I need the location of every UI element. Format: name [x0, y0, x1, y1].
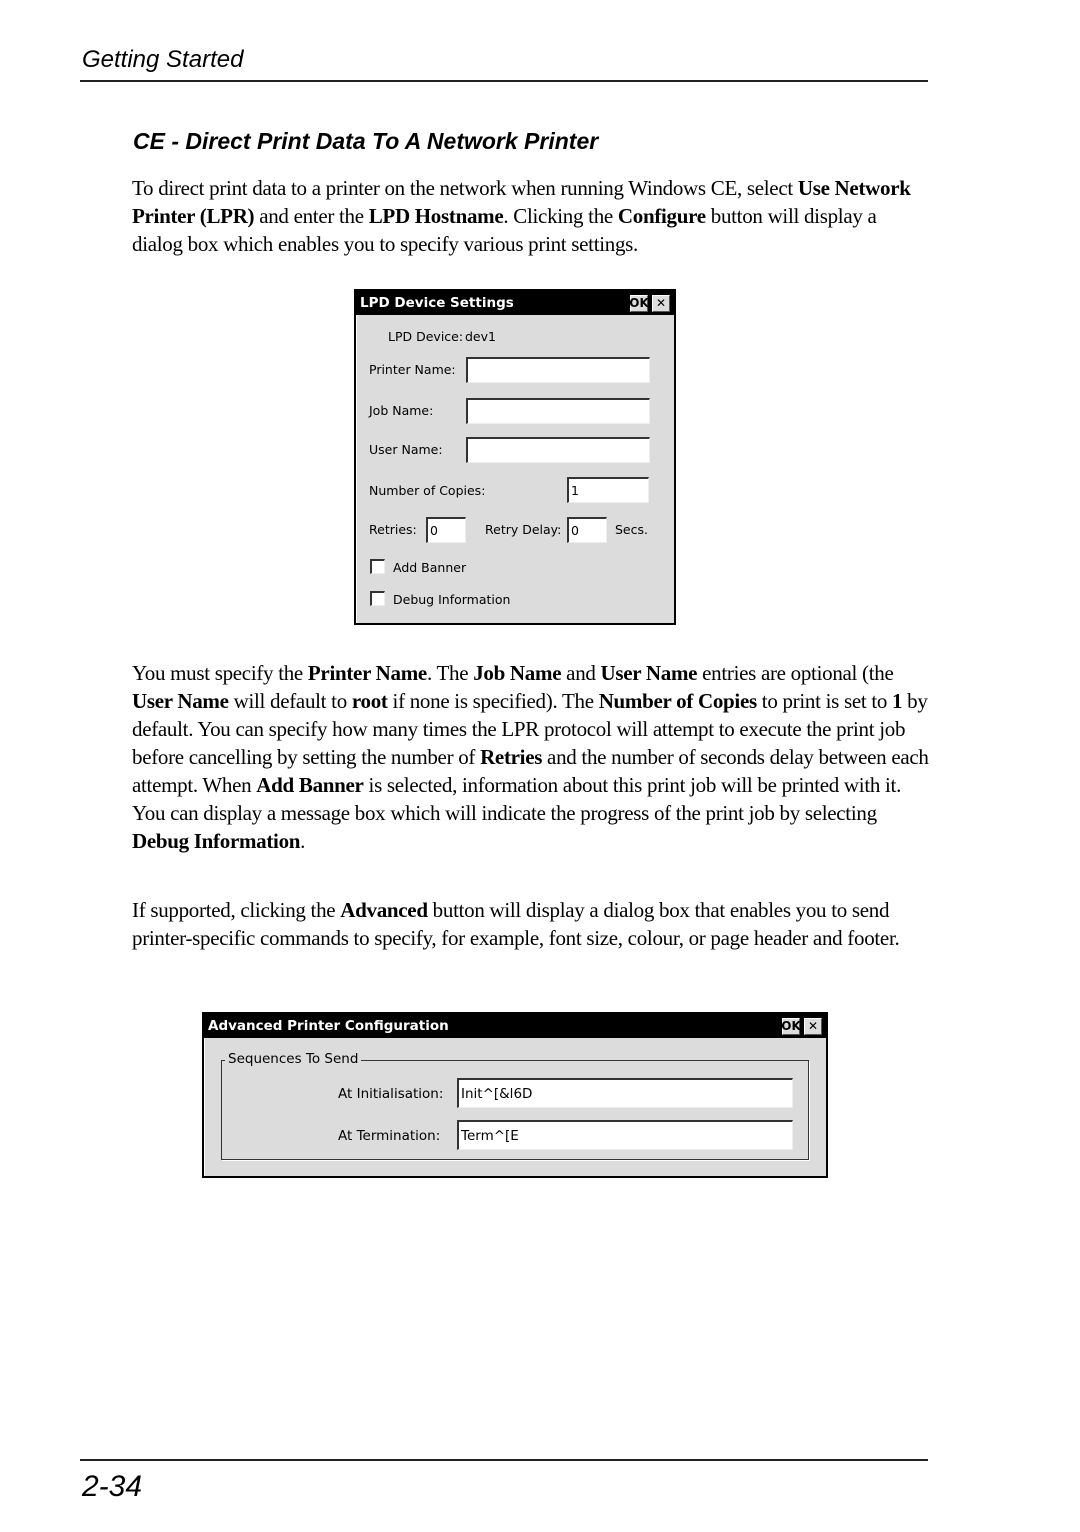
add-banner-label: Add Banner [393, 560, 467, 575]
job-name-input[interactable] [466, 398, 650, 424]
init-label: At Initialisation: [338, 1086, 444, 1102]
term-label: At Termination: [338, 1128, 441, 1144]
page-number: 2-34 [82, 1470, 143, 1503]
term-input[interactable] [457, 1120, 793, 1150]
dialog-titlebar [204, 1014, 826, 1038]
lpd-device-settings-dialog [354, 289, 676, 625]
dialog-titlebar [356, 291, 674, 315]
init-input[interactable] [457, 1078, 793, 1108]
retry-delay-label: Retry Delay: [485, 522, 562, 537]
dialog-title: Advanced Printer Configuration [208, 1018, 449, 1034]
job-name-label: Job Name: [369, 403, 434, 418]
ok-button[interactable]: OK [781, 1019, 801, 1033]
header-rule [80, 80, 928, 82]
printer-name-label: Printer Name: [369, 362, 456, 377]
ok-button[interactable]: OK [629, 296, 649, 310]
close-icon[interactable]: ✕ [804, 1018, 822, 1035]
running-header: Getting Started [82, 46, 244, 73]
retries-input[interactable] [426, 517, 466, 543]
dialog-title: LPD Device Settings [360, 295, 514, 311]
advanced-printer-configuration-dialog [202, 1012, 828, 1178]
debug-information-checkbox[interactable] [370, 591, 385, 606]
retry-delay-input[interactable] [567, 517, 607, 543]
printer-name-input[interactable] [466, 357, 650, 383]
user-name-input[interactable] [466, 437, 650, 463]
debug-information-label: Debug Information [393, 592, 511, 607]
retries-label: Retries: [369, 522, 417, 537]
copies-label: Number of Copies: [369, 483, 486, 498]
body-paragraph-2: You must specify the Printer Name. The Job Name and User Name entries are optional (the User Name will default to root if none is specified). The Number of Copies to print is set to 1 by default. You can specify how many times the LPR protocol will attempt to execute the print job before cancelling by setting the number of Retries and the number of seconds delay between each attempt. When Add Banner is selected, information about this print job will be printed with it. You can display a message box which will indicate the progress of the print job by selecting Debug Information. [132, 661, 929, 853]
section-heading: CE - Direct Print Data To A Network Printer [133, 128, 599, 154]
close-icon[interactable]: ✕ [652, 295, 670, 312]
sequences-group-label: Sequences To Send [225, 1051, 361, 1067]
intro-paragraph: To direct print data to a printer on the network when running Windows CE, select Use Network Printer (LPR) and enter the LPD Hostname. Clicking the Configure button will display a dialog box which enables you to specify various print settings. [132, 176, 911, 256]
copies-input[interactable] [567, 477, 649, 503]
add-banner-checkbox[interactable] [370, 559, 385, 574]
body-paragraph-3: If supported, clicking the Advanced button will display a dialog box that enables you to send printer-specific commands to specify, for example, font size, colour, or page header and footer. [132, 898, 900, 950]
lpd-device-value: dev1 [465, 329, 496, 344]
footer-rule [80, 1459, 928, 1461]
lpd-device-label: LPD Device: [388, 329, 464, 344]
user-name-label: User Name: [369, 442, 443, 457]
secs-label: Secs. [615, 522, 648, 537]
